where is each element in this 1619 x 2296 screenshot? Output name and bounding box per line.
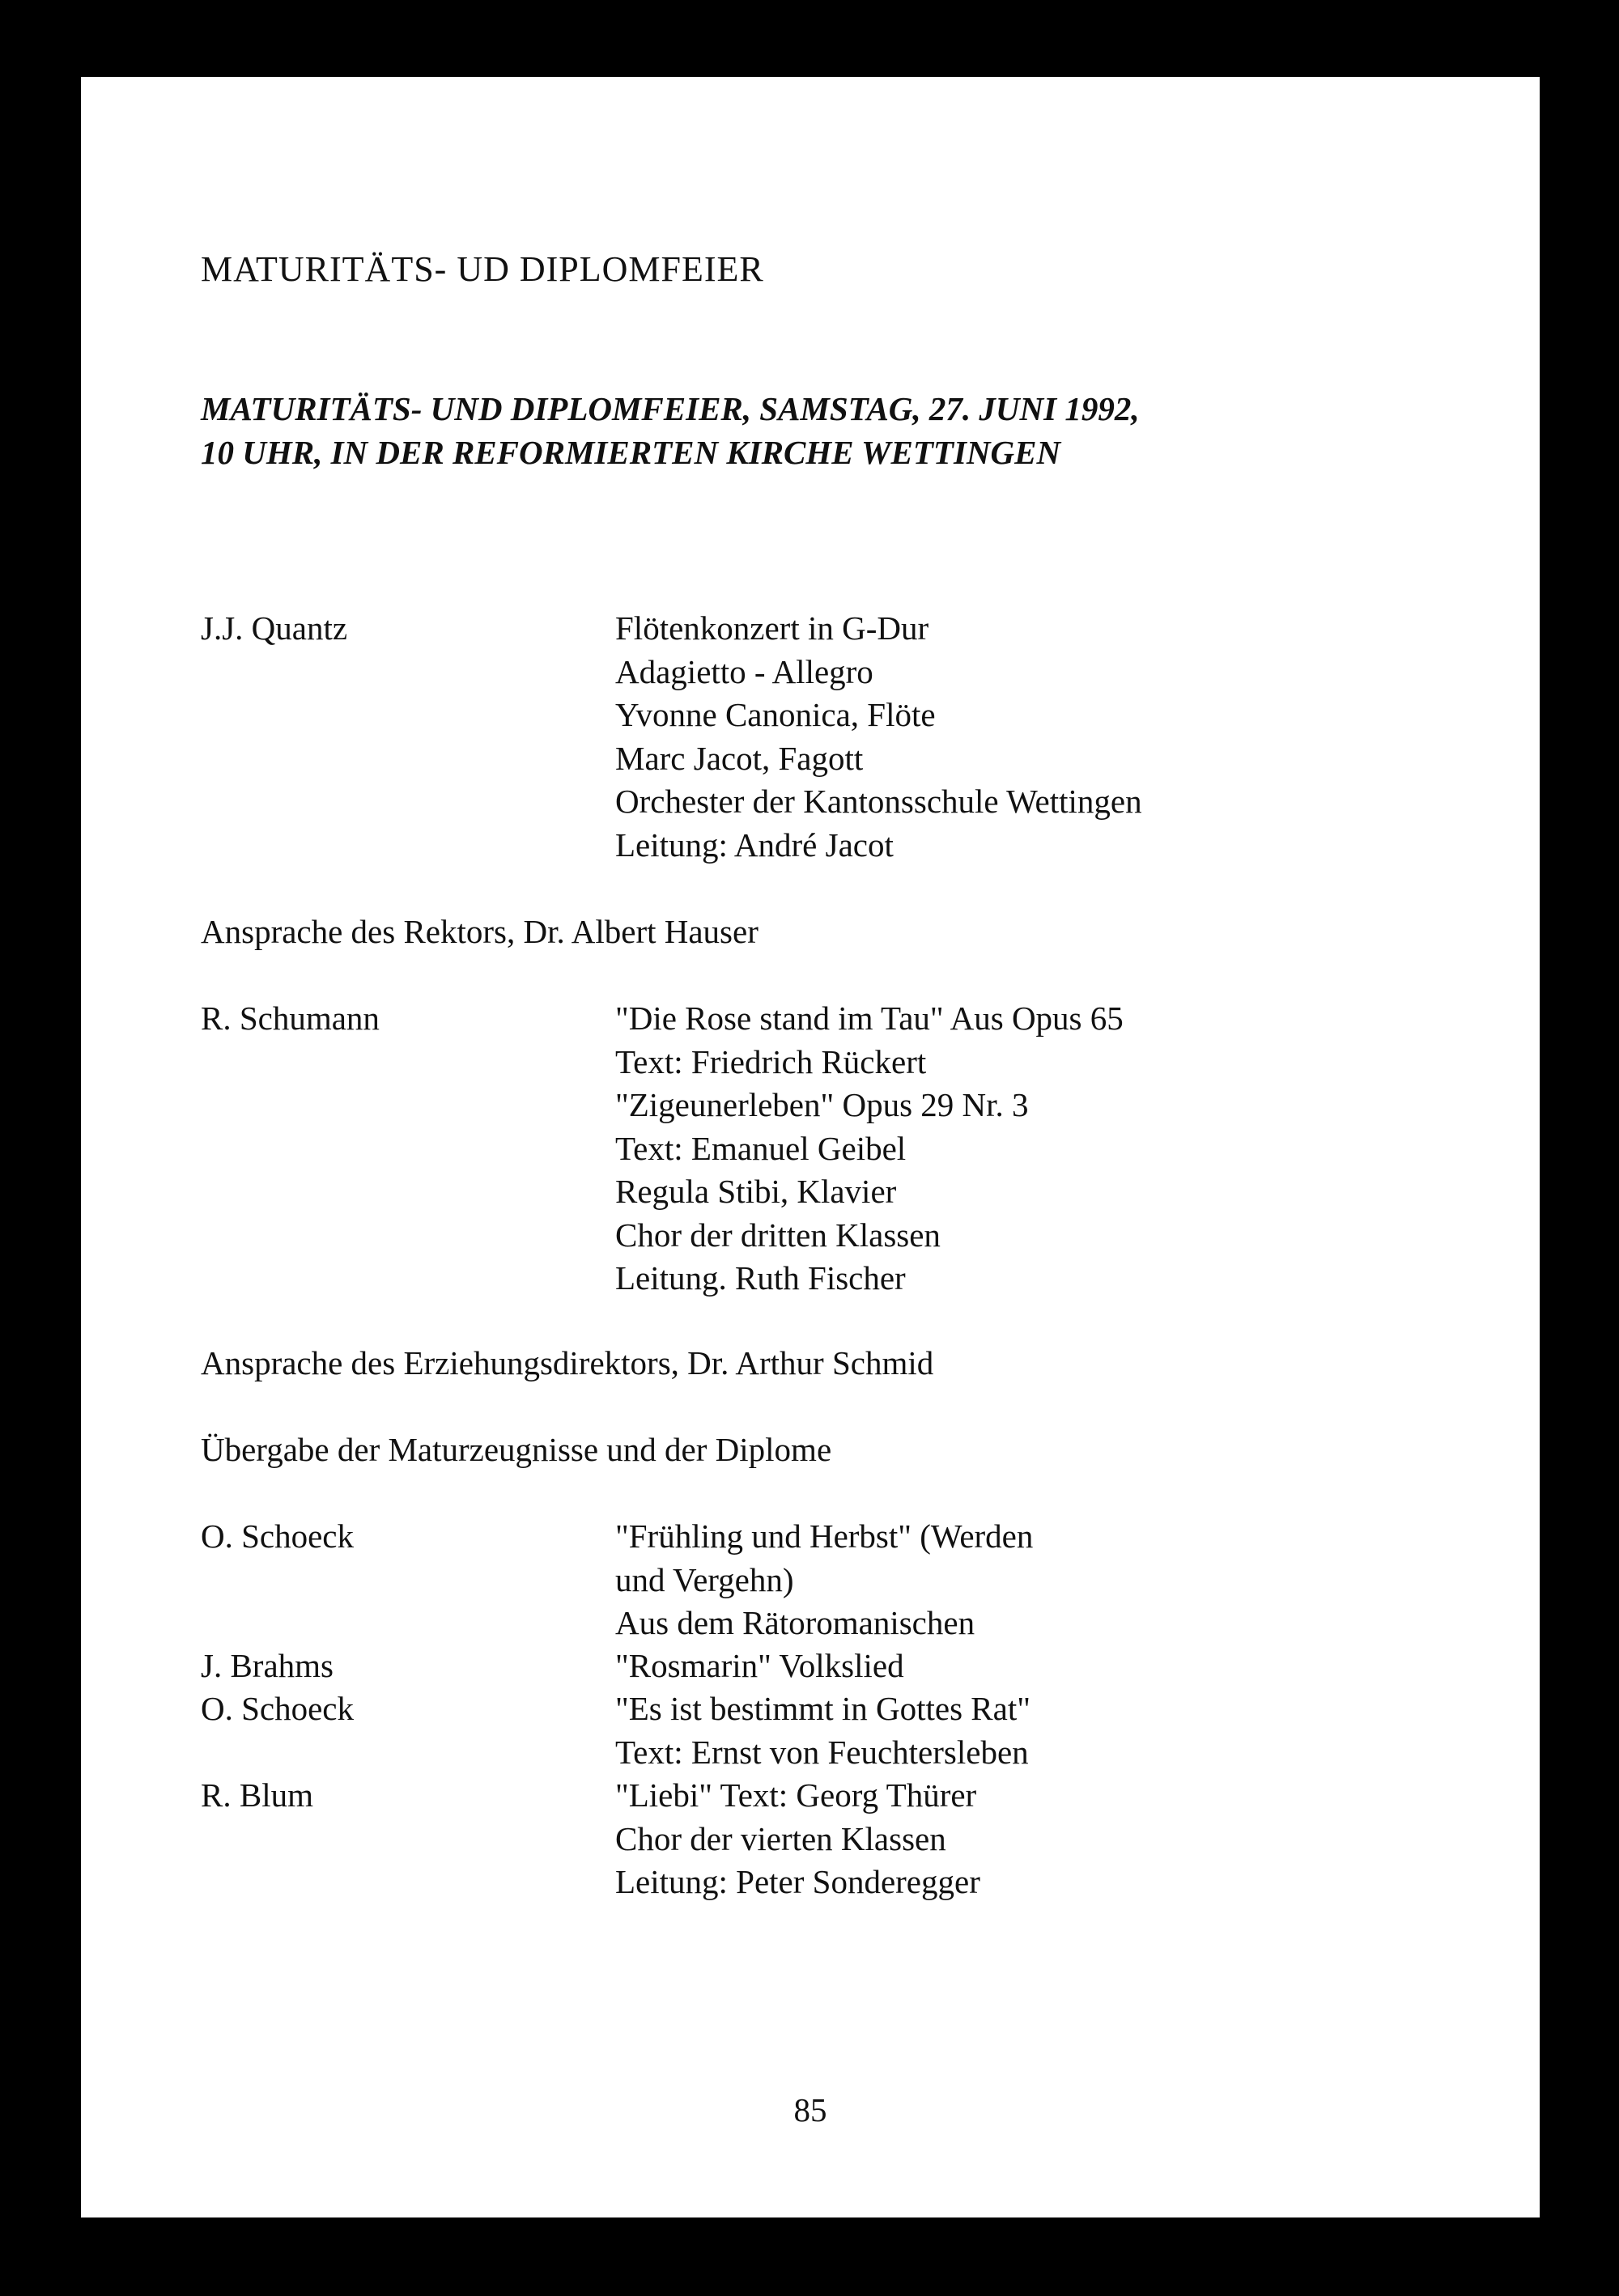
work-line: Flötenkonzert in G-Dur [615, 609, 929, 647]
work-line: Aus dem Rätoromanischen [615, 1604, 975, 1641]
work-line: Chor der vierten Klassen [615, 1819, 946, 1857]
composer-name: R. Schumann [201, 999, 380, 1037]
work-details [615, 1645, 904, 1688]
work-line: Marc Jacot, Fagott [615, 739, 864, 777]
composer-name: J.J. Quantz [201, 609, 348, 647]
work-details [615, 997, 1124, 1301]
work-line: Orchester der Kantonsschule Wettingen [615, 783, 1142, 820]
event-subtitle-line: 10 UHR, IN DER REFORMIERTEN KIRCHE WETTINGEN [201, 434, 1061, 471]
work-line: Yvonne Canonica, Flöte [615, 696, 936, 733]
composer-name: R. Blum [201, 1776, 313, 1814]
work-details [615, 1774, 980, 1904]
event-subtitle-line: MATURITÄTS- UND DIPLOMFEIER, SAMSTAG, 27. JUNI 1992, [201, 390, 1140, 427]
composer-name: O. Schoeck [201, 1517, 355, 1555]
document-page [81, 77, 1540, 2217]
handover-text: Übergabe der Maturzeugnisse und der Diplome [201, 1431, 832, 1468]
work-line: "Frühling und Herbst" (Werden [615, 1517, 1034, 1555]
work-line: "Zigeunerleben" Opus 29 Nr. 3 [615, 1086, 1029, 1123]
work-line: Leitung: Peter Sonderegger [615, 1863, 980, 1900]
work-line: "Die Rose stand im Tau" Aus Opus 65 [615, 999, 1124, 1037]
work-line: Text: Friedrich Rückert [615, 1042, 927, 1080]
speech-rektor: Ansprache des Rektors, Dr. Albert Hauser [201, 913, 759, 950]
work-line: "Es ist bestimmt in Gottes Rat" [615, 1690, 1030, 1727]
work-line: "Liebi" Text: Georg Thürer [615, 1776, 977, 1814]
work-details [615, 607, 1142, 867]
page-number: 85 [793, 2091, 827, 2128]
work-line: "Rosmarin" Volkslied [615, 1647, 904, 1684]
work-line: und Vergehn) [615, 1560, 794, 1598]
work-line: Leitung. Ruth Fischer [615, 1259, 906, 1297]
speech-director: Ansprache des Erziehungsdirektors, Dr. Arthur Schmid [201, 1344, 934, 1381]
work-line: Chor der dritten Klassen [615, 1216, 941, 1254]
work-details [615, 1515, 1033, 1645]
work-line: Text: Emanuel Geibel [615, 1129, 907, 1167]
page-title: MATURITÄTS- UD DIPLOMFEIER [201, 249, 764, 289]
work-line: Adagietto - Allegro [615, 652, 873, 690]
work-line: Leitung: André Jacot [615, 825, 894, 864]
work-line: Regula Stibi, Klavier [615, 1173, 897, 1210]
work-line: Text: Ernst von Feuchtersleben [615, 1733, 1029, 1771]
composer-name: J. Brahms [201, 1647, 334, 1684]
event-subtitle [201, 387, 1140, 474]
work-details [615, 1687, 1030, 1774]
composer-name: O. Schoeck [201, 1690, 355, 1727]
